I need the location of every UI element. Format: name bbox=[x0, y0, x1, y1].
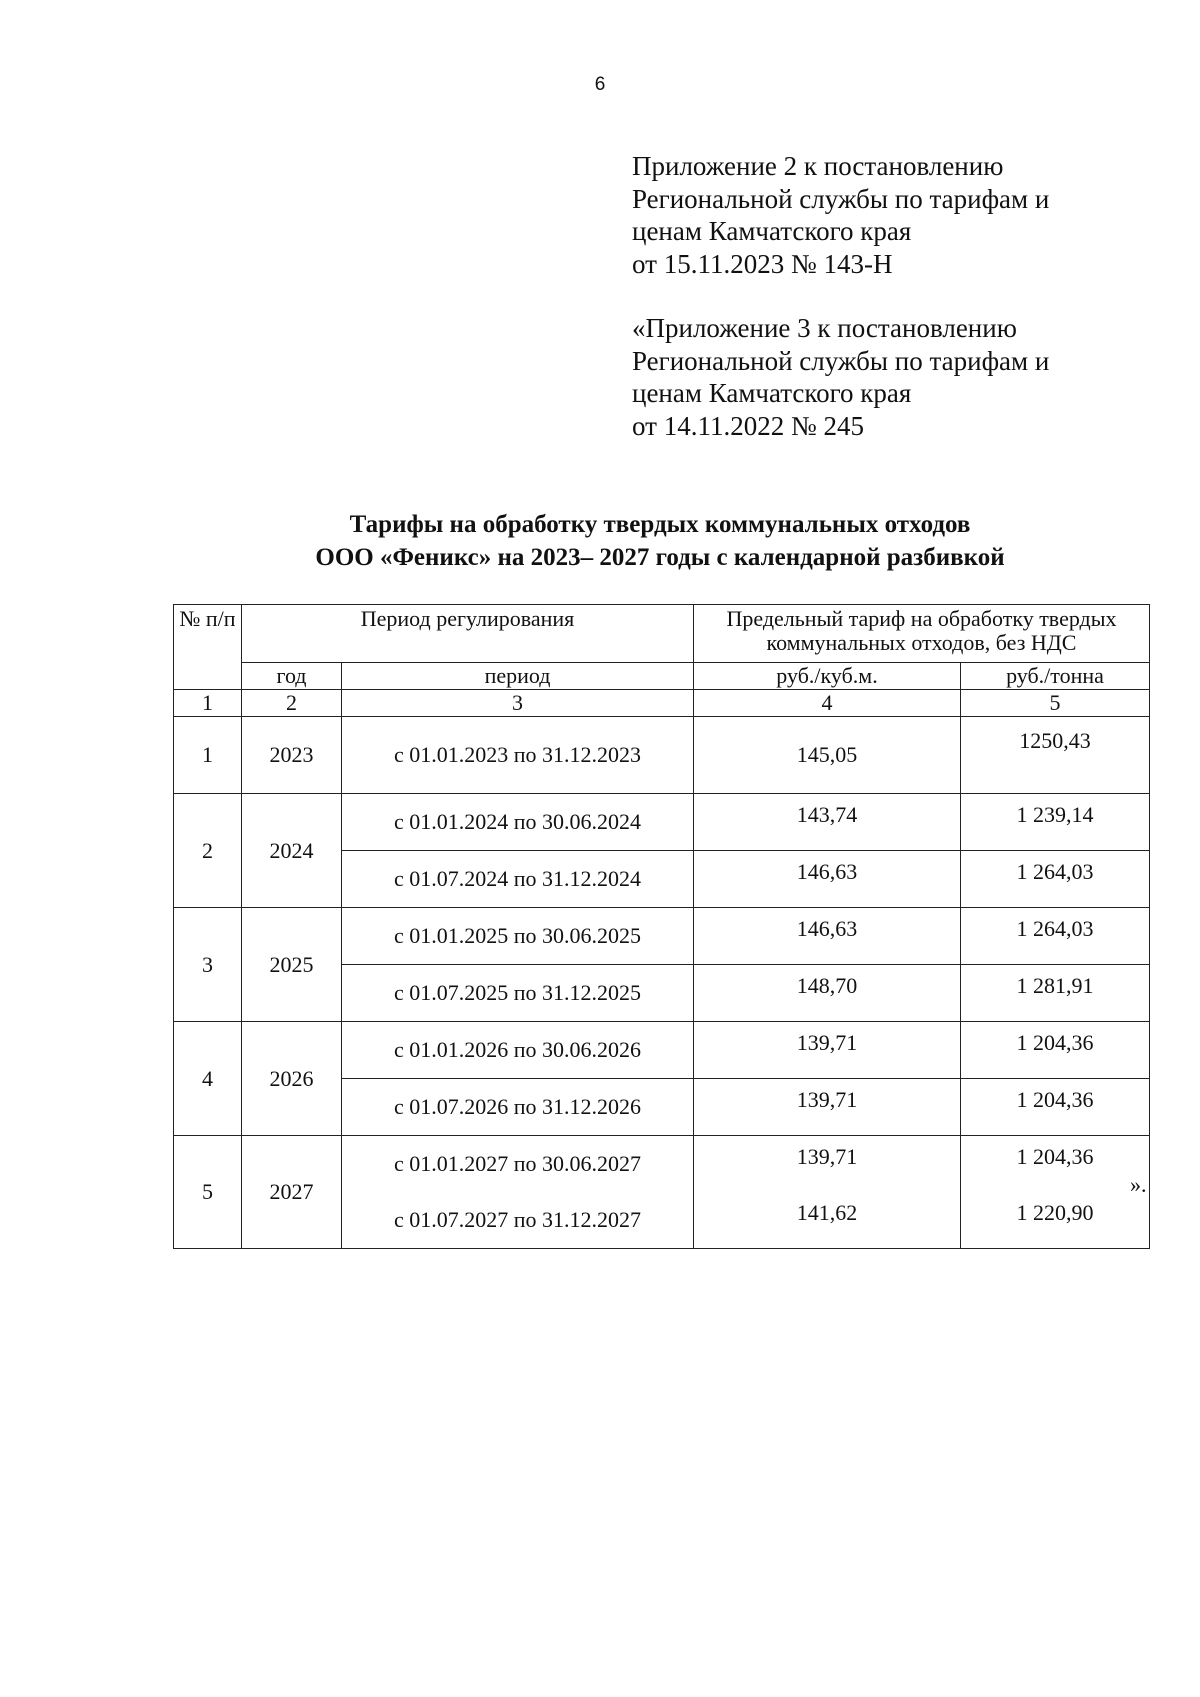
title-line: ООО «Феникс» на 2023– 2027 годы с календарной разбивкой bbox=[315, 544, 1005, 571]
attachment-line: от 15.11.2023 № 143-Н bbox=[632, 248, 893, 279]
column-number: 1 bbox=[174, 690, 242, 717]
row-period: с 01.07.2026 по 31.12.2026 bbox=[342, 1079, 694, 1136]
row-rub-ton: 1250,43 bbox=[961, 717, 1150, 794]
row-rub-m3: 146,63 bbox=[694, 908, 961, 965]
row-rub-m3: 139,71 bbox=[694, 1022, 961, 1079]
closing-quote-mark: ». bbox=[1130, 1172, 1147, 1197]
table-row bbox=[174, 794, 1150, 851]
row-period: с 01.01.2023 по 31.12.2023 bbox=[342, 717, 694, 794]
table-row bbox=[174, 1022, 1150, 1079]
tariff-table bbox=[173, 604, 1150, 1249]
attachment-note-previous bbox=[632, 312, 1049, 442]
row-year: 2027 bbox=[242, 1136, 342, 1249]
attachment-line: от 14.11.2022 № 245 bbox=[632, 410, 864, 441]
column-number: 4 bbox=[694, 690, 961, 717]
attachment-note-current bbox=[632, 150, 1049, 280]
row-period: с 01.07.2024 по 31.12.2024 bbox=[342, 851, 694, 908]
row-rub-m3: 141,62 bbox=[694, 1192, 961, 1249]
row-rub-ton: 1 204,36 bbox=[961, 1022, 1150, 1079]
row-rub-ton: 1 239,14 bbox=[961, 794, 1150, 851]
header-unit-ton: руб./тонна bbox=[961, 663, 1150, 690]
row-rub-ton: 1 264,03 bbox=[961, 908, 1150, 965]
header-year: год bbox=[242, 663, 342, 690]
header-period: период bbox=[342, 663, 694, 690]
attachment-line: Приложение 2 к постановлению bbox=[632, 151, 1004, 181]
row-rub-m3: 139,71 bbox=[694, 1079, 961, 1136]
row-year: 2023 bbox=[242, 717, 342, 794]
row-year: 2024 bbox=[242, 794, 342, 908]
row-rub-ton: 1 204,36 bbox=[961, 1079, 1150, 1136]
row-year: 2026 bbox=[242, 1022, 342, 1136]
table-row bbox=[174, 1136, 1150, 1193]
row-rub-ton: 1 220,90 bbox=[961, 1192, 1150, 1249]
row-period: с 01.01.2027 по 30.06.2027 bbox=[342, 1136, 694, 1193]
title-line: Тарифы на обработку твердых коммунальных отходов bbox=[349, 511, 971, 538]
row-rub-m3: 143,74 bbox=[694, 794, 961, 851]
table-row bbox=[174, 717, 1150, 794]
attachment-line: Региональной службы по тарифам и bbox=[632, 345, 1050, 376]
row-num: 2 bbox=[174, 794, 242, 908]
row-period: с 01.07.2025 по 31.12.2025 bbox=[342, 965, 694, 1022]
row-rub-ton: 1 204,36 bbox=[961, 1136, 1150, 1193]
document-title bbox=[0, 508, 1200, 574]
row-num: 1 bbox=[174, 717, 242, 794]
header-tariff-group: Предельный тариф на обработку твердых коммунальных отходов, без НДС bbox=[694, 605, 1150, 663]
attachment-line: Региональной службы по тарифам и bbox=[632, 183, 1050, 214]
row-rub-m3: 146,63 bbox=[694, 851, 961, 908]
row-period: с 01.01.2025 по 30.06.2025 bbox=[342, 908, 694, 965]
header-period-group: Период регулирования bbox=[242, 605, 694, 663]
row-period: с 01.01.2026 по 30.06.2026 bbox=[342, 1022, 694, 1079]
row-num: 5 bbox=[174, 1136, 242, 1249]
column-number: 5 bbox=[961, 690, 1150, 717]
header-unit-m3: руб./куб.м. bbox=[694, 663, 961, 690]
row-period: с 01.01.2024 по 30.06.2024 bbox=[342, 794, 694, 851]
row-rub-ton: 1 264,03 bbox=[961, 851, 1150, 908]
row-rub-ton: 1 281,91 bbox=[961, 965, 1150, 1022]
column-number: 3 bbox=[342, 690, 694, 717]
row-num: 4 bbox=[174, 1022, 242, 1136]
attachment-line: «Приложение 3 к постановлению bbox=[632, 313, 1017, 343]
table-row bbox=[174, 908, 1150, 965]
row-num: 3 bbox=[174, 908, 242, 1022]
attachment-line: ценам Камчатского края bbox=[632, 216, 912, 246]
header-num: № п/п bbox=[174, 605, 242, 690]
row-period: с 01.07.2027 по 31.12.2027 bbox=[342, 1192, 694, 1249]
row-year: 2025 bbox=[242, 908, 342, 1022]
page-number: 6 bbox=[594, 74, 606, 95]
row-rub-m3: 145,05 bbox=[694, 717, 961, 794]
row-rub-m3: 148,70 bbox=[694, 965, 961, 1022]
row-rub-m3: 139,71 bbox=[694, 1136, 961, 1193]
column-number: 2 bbox=[242, 690, 342, 717]
attachment-line: ценам Камчатского края bbox=[632, 378, 912, 408]
